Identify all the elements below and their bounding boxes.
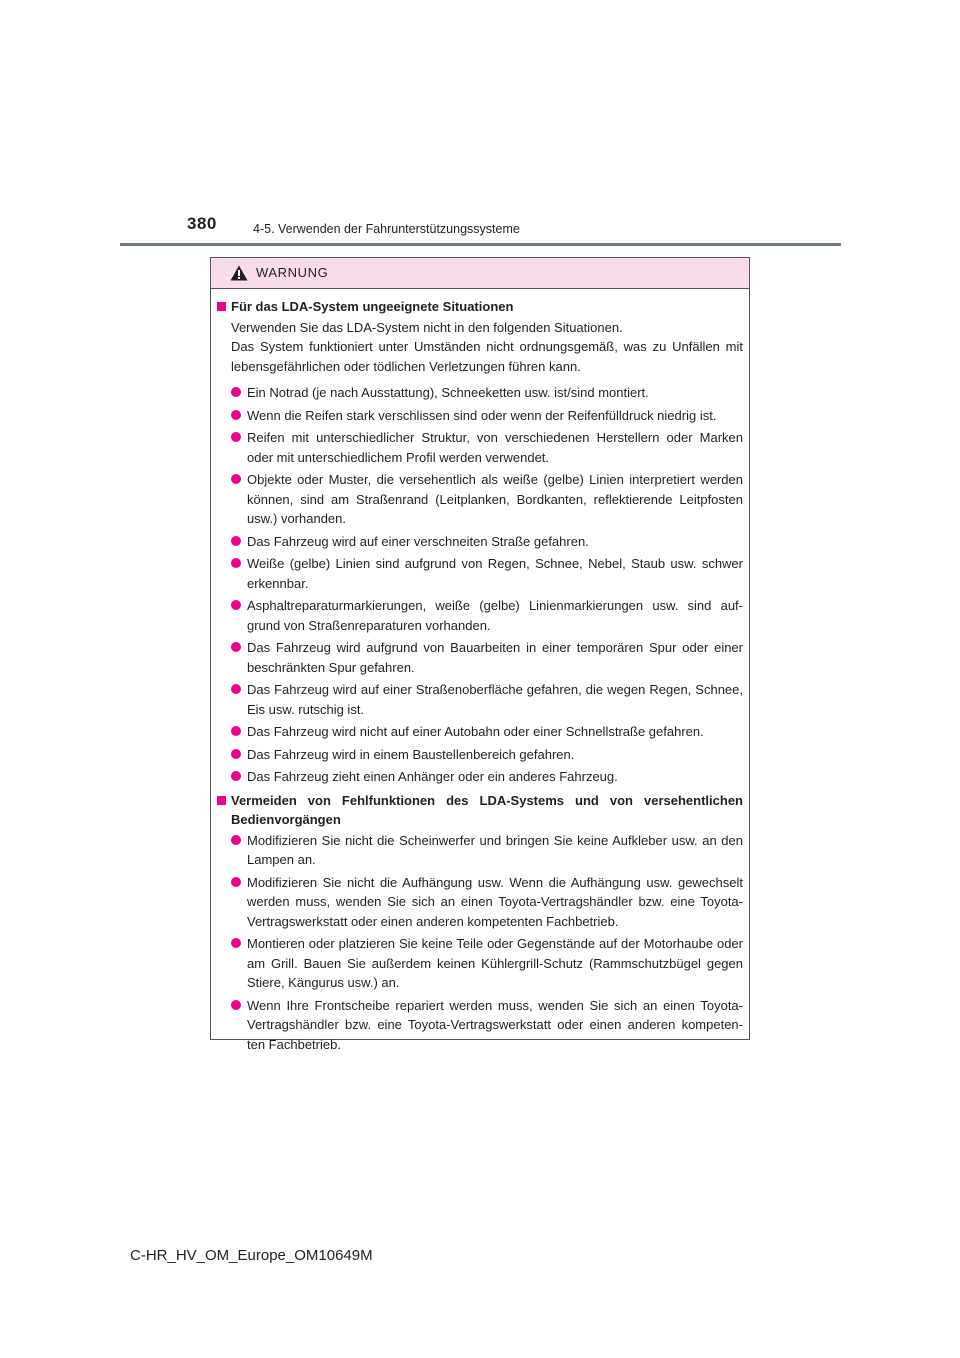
list-item-text: Montieren oder platzieren Sie keine Teile oder Gegenstände auf der Motorhaube oder am Grill. Bauen Sie außerdem keinen Kühlergrill-Schutz (Rammschutzbügel gegen Stiere, Kängurus usw.) an. bbox=[247, 936, 743, 990]
list-item bbox=[231, 745, 743, 765]
list-item bbox=[231, 554, 743, 593]
round-bullet-icon bbox=[231, 938, 241, 948]
round-bullet-icon bbox=[231, 410, 241, 420]
list-item bbox=[231, 996, 743, 1055]
bullet-list bbox=[216, 383, 743, 787]
list-item bbox=[231, 934, 743, 993]
section-title: 4-5. Verwenden der Fahrunterstützungssysteme bbox=[253, 222, 520, 236]
list-item bbox=[231, 383, 743, 403]
round-bullet-icon bbox=[231, 600, 241, 610]
round-bullet-icon bbox=[231, 835, 241, 845]
square-bullet-icon bbox=[217, 796, 226, 805]
document-code: C-HR_HV_OM_Europe_OM10649M bbox=[130, 1247, 373, 1264]
list-item-text: Das Fahrzeug wird auf einer Straßenoberfläche gefahren, die wegen Regen, Schnee, Eis usw. rutschig ist. bbox=[247, 682, 743, 717]
warning-title: WARNUNG bbox=[256, 265, 329, 280]
list-item-text: Ein Notrad (je nach Ausstattung), Schneeketten usw. ist/sind montiert. bbox=[247, 385, 649, 400]
round-bullet-icon bbox=[231, 771, 241, 781]
section-heading-text: Für das LDA-System ungeeignete Situationen bbox=[231, 299, 514, 314]
warning-box bbox=[210, 257, 750, 1052]
intro-paragraph: Verwenden Sie das LDA-System nicht in den folgenden Situationen. bbox=[231, 319, 623, 335]
list-item bbox=[231, 638, 743, 677]
list-item-text: Asphaltreparaturmarkierungen, weiße (gelbe) Linienmarkierungen usw. sind auf- grund von Straßenreparaturen vorhanden. bbox=[247, 598, 743, 633]
square-bullet-icon bbox=[217, 302, 226, 311]
list-item-text: Das Fahrzeug wird aufgrund von Bauarbeiten in einer temporären Spur oder einer beschränkten Spur gefahren. bbox=[247, 640, 743, 675]
list-item bbox=[231, 767, 743, 787]
bullet-list bbox=[216, 831, 743, 1055]
section-heading-text: Vermeiden von Fehlfunktionen des LDA-Systems und von versehentlichen Bedienvorgängen bbox=[231, 792, 743, 827]
list-item-text: Weiße (gelbe) Linien sind aufgrund von Regen, Schnee, Nebel, Staub usw. schwer erkennbar. bbox=[247, 556, 743, 591]
list-item-text: Das Fahrzeug wird auf einer verschneiten Straße gefahren. bbox=[247, 533, 589, 549]
round-bullet-icon bbox=[231, 387, 241, 397]
list-item bbox=[231, 470, 743, 529]
round-bullet-icon bbox=[231, 536, 241, 546]
list-item bbox=[231, 596, 743, 635]
round-bullet-icon bbox=[231, 558, 241, 568]
warning-triangle-icon bbox=[230, 265, 248, 281]
list-item bbox=[231, 831, 743, 870]
warning-header bbox=[211, 258, 749, 289]
list-item bbox=[231, 873, 743, 932]
list-item-text: Wenn die Reifen stark verschlissen sind oder wenn der Reifenfülldruck niedrig ist. bbox=[247, 407, 717, 423]
list-item-text: Wenn Ihre Frontscheibe repariert werden muss, wenden Sie sich an einen Toyota- Vertragshändler bzw. eine Toyota-Vertragswerkstatt oder einen anderen kompeten- ten Fachbetrieb. bbox=[247, 997, 743, 1052]
header-rule bbox=[120, 243, 841, 246]
list-item-text: Das Fahrzeug wird nicht auf einer Autobahn oder einer Schnellstraße gefahren. bbox=[247, 724, 704, 739]
list-item-text: Objekte oder Muster, die versehentlich als weiße (gelbe) Linien interpretiert werden können, sind am Straßenrand (Leitplanken, Bordkanten, reflektierende Leitpfosten usw.) vorhanden. bbox=[247, 472, 743, 526]
section-intro bbox=[216, 318, 743, 377]
list-item bbox=[231, 722, 743, 742]
list-item-text: Das Fahrzeug zieht einen Anhänger oder ein anderes Fahrzeug. bbox=[247, 769, 618, 784]
round-bullet-icon bbox=[231, 1000, 241, 1010]
round-bullet-icon bbox=[231, 432, 241, 442]
list-item bbox=[231, 680, 743, 719]
page-number: 380 bbox=[187, 214, 217, 233]
round-bullet-icon bbox=[231, 684, 241, 694]
list-item bbox=[231, 532, 743, 552]
list-item-text: Modifizieren Sie nicht die Aufhängung usw. Wenn die Aufhängung usw. gewechselt werden muss, wenden Sie sich an einen Toyota-Vertragshändler bzw. eine Toyota- Vertragswerkstatt oder einen anderen kompetenten Fachbetrieb. bbox=[247, 874, 743, 929]
list-item-text: Das Fahrzeug wird in einem Baustellenbereich gefahren. bbox=[247, 746, 575, 762]
list-item-text: Reifen mit unterschiedlicher Struktur, von verschiedenen Herstellern oder Marken oder mit unterschiedlichem Profil werden verwendet. bbox=[247, 430, 743, 465]
intro-paragraph: Das System funktioniert unter Umständen nicht ordnungsgemäß, was zu Unfällen mit lebensgefährlichen oder tödlichen Verletzungen führen kann. bbox=[231, 339, 743, 374]
list-item bbox=[231, 406, 743, 426]
section-heading bbox=[216, 297, 743, 317]
list-item-text: Modifizieren Sie nicht die Scheinwerfer und bringen Sie keine Aufkleber usw. an den Lampen an. bbox=[247, 832, 743, 867]
round-bullet-icon bbox=[231, 726, 241, 736]
round-bullet-icon bbox=[231, 474, 241, 484]
round-bullet-icon bbox=[231, 877, 241, 887]
round-bullet-icon bbox=[231, 749, 241, 759]
warning-body bbox=[211, 289, 749, 1054]
section-heading bbox=[216, 791, 743, 830]
list-item bbox=[231, 428, 743, 467]
round-bullet-icon bbox=[231, 642, 241, 652]
